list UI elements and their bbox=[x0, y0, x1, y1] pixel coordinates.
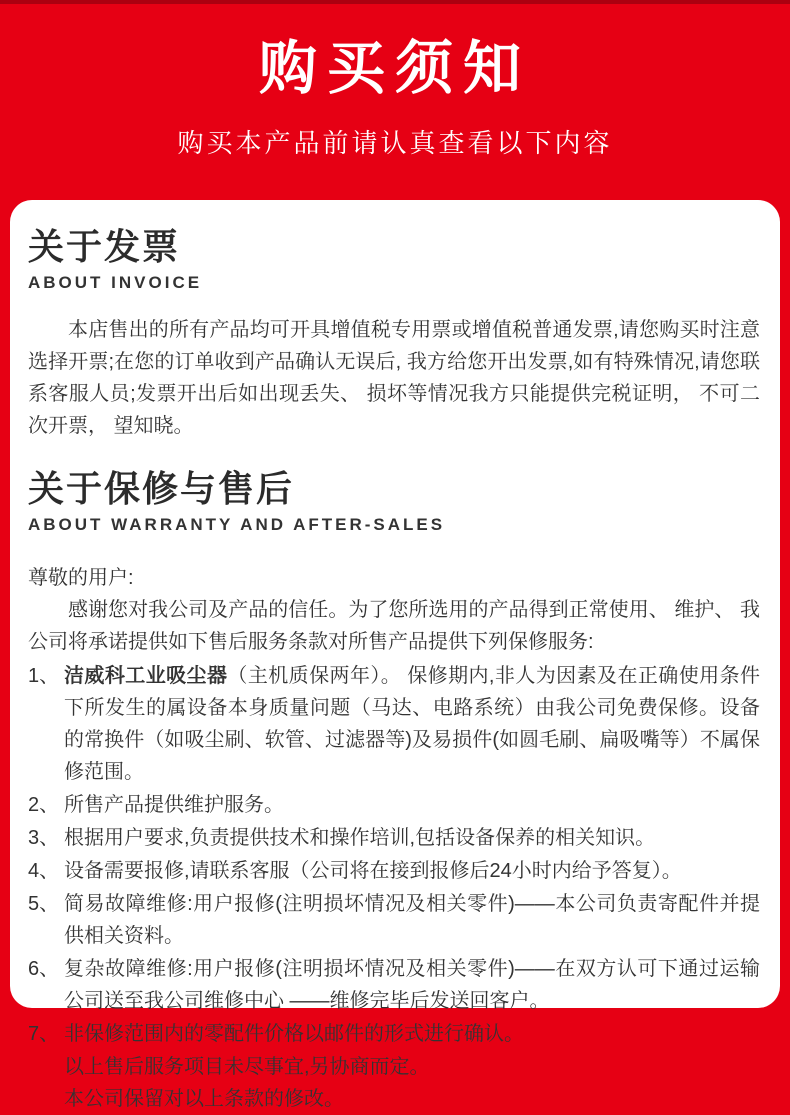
warranty-note-1: 以上售后服务项目未尽事宜,另协商而定。 bbox=[64, 1056, 430, 1078]
warranty-item-text: 设备需要报修,请联系客服（公司将在接到报修后24小时内给予答复）。 bbox=[64, 860, 682, 882]
warranty-item-text: 根据用户要求,负责提供技术和操作培训,包括设备保养的相关知识。 bbox=[64, 827, 656, 849]
warranty-salutation: 尊敬的用户: bbox=[28, 567, 134, 589]
invoice-section-subheading: ABOUT INVOICE bbox=[28, 273, 203, 292]
page-top-edge bbox=[0, 0, 790, 4]
invoice-paragraph: 本店售出的所有产品均可开具增值税专用票或增值税普通发票,请您购买时注意选择开票;在您的订单收到产品确认无误后, 我方给您开出发票,如有特殊情况,请您联系客服人员;发票开出后如出现丢失、 损坏等情况我方只能提供完税证明， 不可二次开票， 望知晓。 bbox=[28, 319, 760, 437]
warranty-item-number: 5、 bbox=[28, 893, 60, 915]
warranty-item-lead: 洁威科工业吸尘器 bbox=[64, 665, 228, 687]
warranty-section-subheading: ABOUT WARRANTY AND AFTER-SALES bbox=[28, 515, 446, 534]
warranty-item-3 bbox=[28, 822, 760, 854]
warranty-note-2: 本公司保留对以上条款的修改。 bbox=[64, 1088, 344, 1110]
warranty-item-1 bbox=[28, 660, 760, 788]
notice-card bbox=[10, 200, 780, 1110]
warranty-item-text: 所售产品提供维护服务。 bbox=[64, 794, 284, 816]
page-title: 购买须知 bbox=[258, 36, 531, 101]
warranty-item-text: 简易故障维修:用户报修(注明损坏情况及相关零件)——本公司负责寄配件并提供相关资料。 bbox=[64, 893, 760, 947]
warranty-item-7 bbox=[28, 1018, 760, 1050]
page-subtitle: 购买本产品前请认真查看以下内容 bbox=[177, 128, 613, 158]
warranty-item-text: 复杂故障维修:用户报修(注明损坏情况及相关零件)——在双方认可下通过运输公司送至我公司维修中心 ——维修完毕后发送回客户。 bbox=[64, 958, 760, 1012]
warranty-intro: 感谢您对我公司及产品的信任。为了您所选用的产品得到正常使用、 维护、 我公司将承诺提供如下售后服务条款对所售产品提供下列保修服务: bbox=[28, 599, 760, 653]
invoice-section bbox=[28, 226, 760, 442]
warranty-item-text: 非保修范围内的零配件价格以邮件的形式进行确认。 bbox=[64, 1023, 524, 1045]
warranty-item-number: 4、 bbox=[28, 860, 60, 882]
warranty-section-heading: 关于保修与售后 bbox=[28, 468, 295, 509]
invoice-section-heading: 关于发票 bbox=[28, 226, 181, 267]
warranty-item-4 bbox=[28, 855, 760, 887]
warranty-list bbox=[28, 660, 760, 1050]
notice-header bbox=[0, 0, 790, 200]
warranty-item-2 bbox=[28, 789, 760, 821]
warranty-item-number: 7、 bbox=[28, 1023, 60, 1045]
warranty-item-number: 6、 bbox=[28, 958, 60, 980]
warranty-section bbox=[28, 468, 760, 1115]
warranty-notes bbox=[28, 1051, 760, 1115]
warranty-item-text: （主机质保两年）。 保修期内,非人为因素及在正确使用条件下所发生的属设备本身质量问题（马达、电路系统）由我公司免费保修。设备的常换件（如吸尘刷、软管、过滤器等)及易损件(如圆毛刷、扁吸嘴等）不属保修范围。 bbox=[64, 665, 760, 783]
warranty-heading-block bbox=[28, 468, 760, 536]
warranty-item-6 bbox=[28, 953, 760, 1017]
warranty-item-number: 2、 bbox=[28, 794, 60, 816]
warranty-item-5 bbox=[28, 888, 760, 952]
warranty-item-number: 3、 bbox=[28, 827, 60, 849]
warranty-item-number: 1、 bbox=[28, 665, 60, 687]
